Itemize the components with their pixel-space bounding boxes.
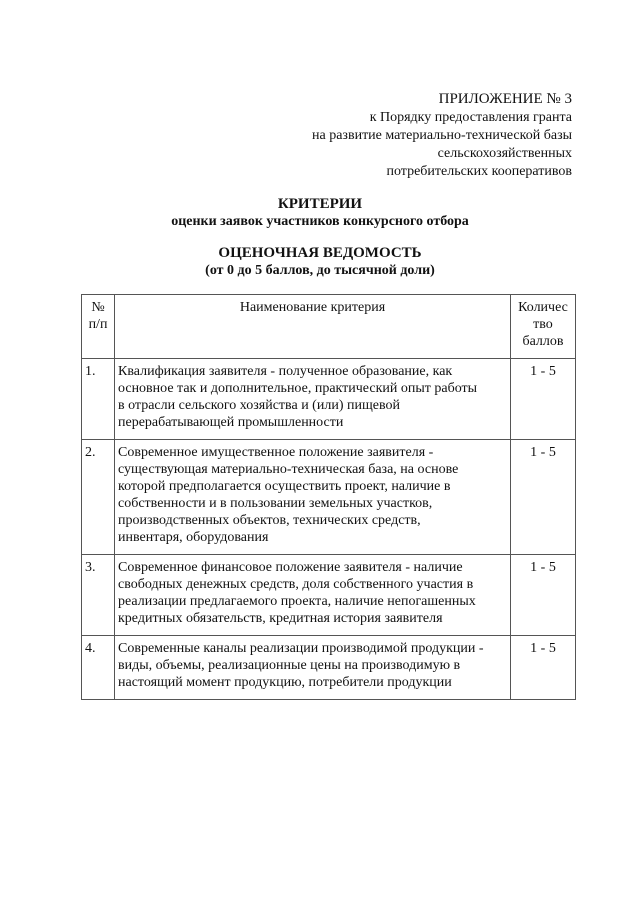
header-score-line: Количес	[518, 300, 568, 315]
header-score-line: тво	[533, 317, 553, 332]
row-score: 1 - 5	[511, 555, 576, 636]
criterion-line: Современные каналы реализации производимой продукции -	[118, 641, 484, 656]
row-criterion	[115, 555, 511, 636]
header-name: Наименование критерия	[115, 295, 511, 359]
appendix-line: к Порядку предоставления гранта	[369, 110, 572, 125]
appendix-line: на развитие материально-технической базы	[312, 128, 572, 143]
row-criterion	[115, 440, 511, 555]
appendix-line: сельскохозяйственных	[437, 146, 572, 161]
criterion-line: производственных объектов, технических средств,	[118, 513, 421, 528]
criteria-table	[81, 294, 576, 700]
header-num-line: п/п	[88, 317, 108, 332]
header-score-line: баллов	[522, 334, 564, 349]
appendix-block	[312, 90, 572, 181]
appendix-title: ПРИЛОЖЕНИЕ № 3	[438, 91, 572, 107]
header-score	[511, 295, 576, 359]
criterion-line: свободных денежных средств, доля собственного участия в	[118, 577, 474, 592]
criterion-line: Квалификация заявителя - полученное образование, как	[118, 364, 453, 379]
criteria-heading	[0, 195, 640, 231]
criterion-line: в отрасли сельского хозяйства и (или) пищевой	[118, 398, 400, 413]
table-row	[82, 440, 576, 555]
criterion-line: существующая материально-техническая база, на основе	[118, 462, 459, 477]
criteria-subtitle: оценки заявок участников конкурсного отбора	[171, 214, 469, 229]
criterion-line: основное так и дополнительное, практический опыт работы	[118, 381, 478, 396]
row-score: 1 - 5	[511, 636, 576, 700]
row-number: 1.	[82, 359, 115, 440]
criterion-line: кредитных обязательств, кредитная история заявителя	[118, 611, 443, 626]
appendix-line: потребительских кооперативов	[386, 164, 572, 179]
criterion-line: настоящий момент продукцию, потребители продукции	[118, 675, 452, 690]
table-row	[82, 636, 576, 700]
row-number: 2.	[82, 440, 115, 555]
sheet-heading	[0, 244, 640, 280]
criterion-line: которой предполагается осуществить проект, наличие в	[118, 479, 451, 494]
criterion-line: реализации предлагаемого проекта, наличие непогашенных	[118, 594, 476, 609]
sheet-subtitle: (от 0 до 5 баллов, до тысячной доли)	[205, 263, 435, 278]
criteria-title: КРИТЕРИИ	[277, 196, 363, 212]
header-num-line: №	[91, 300, 105, 315]
criterion-line: перерабатывающей промышленности	[118, 415, 344, 430]
table-row	[82, 555, 576, 636]
sheet-title: ОЦЕНОЧНАЯ ВЕДОМОСТЬ	[218, 245, 422, 261]
criterion-line: виды, объемы, реализационные цены на производимую в	[118, 658, 461, 673]
criterion-line: инвентаря, оборудования	[118, 530, 269, 545]
table-row	[82, 359, 576, 440]
header-num	[82, 295, 115, 359]
table-header-row	[82, 295, 576, 359]
row-score: 1 - 5	[511, 359, 576, 440]
row-number: 3.	[82, 555, 115, 636]
criterion-line: Современное финансовое положение заявителя - наличие	[118, 560, 463, 575]
row-number: 4.	[82, 636, 115, 700]
row-score: 1 - 5	[511, 440, 576, 555]
row-criterion	[115, 359, 511, 440]
criterion-line: собственности и в пользовании земельных участков,	[118, 496, 433, 511]
row-criterion	[115, 636, 511, 700]
criterion-line: Современное имущественное положение заявителя -	[118, 445, 434, 460]
